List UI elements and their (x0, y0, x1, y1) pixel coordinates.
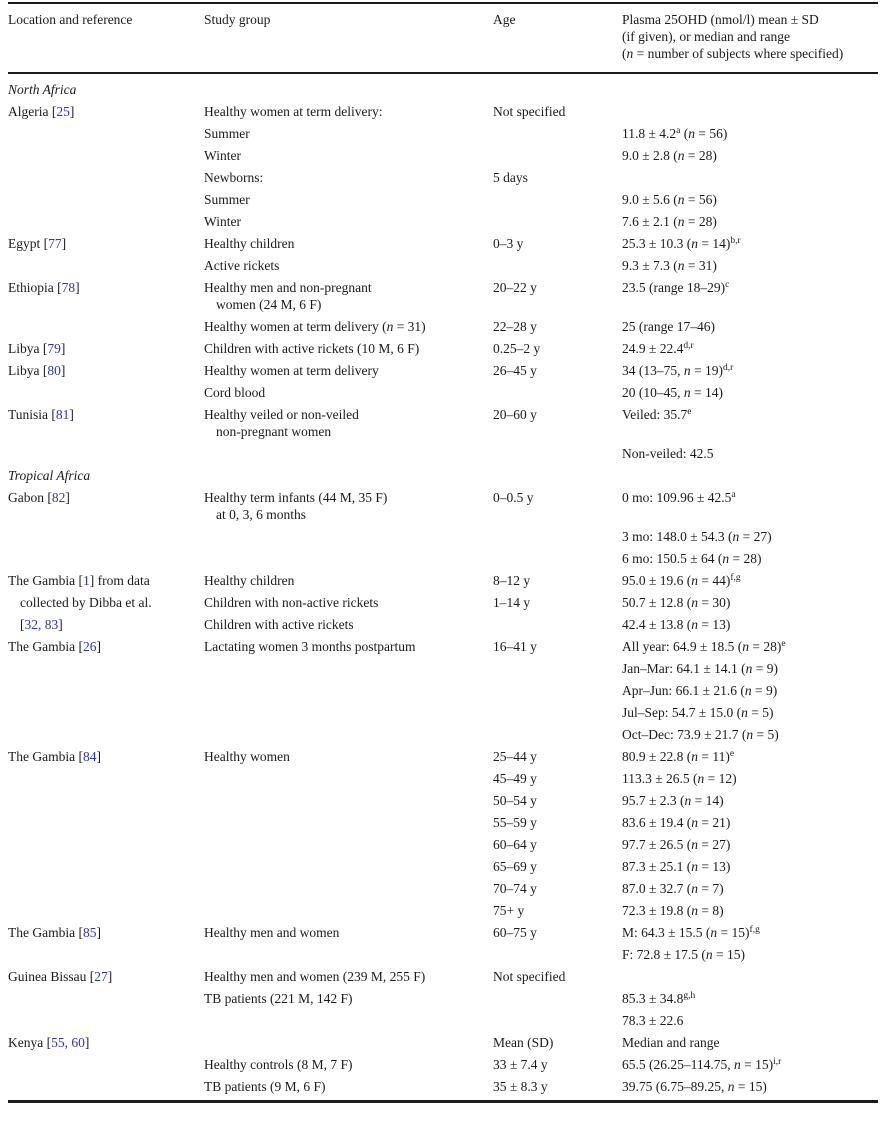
cell-study: Children with non-active rickets (204, 595, 379, 610)
table-row (8, 814, 878, 836)
cell-age: 8–12 y (493, 573, 531, 588)
cell-val: Veiled: 35.7e (622, 407, 692, 422)
cell-age: 60–64 y (493, 837, 537, 852)
cell-val (622, 103, 878, 120)
cell-loc: The Gambia [85] (8, 925, 101, 940)
cell-age (493, 704, 622, 721)
cell-study (204, 770, 493, 787)
cell-val: Apr–Jun: 66.1 ± 21.6 (n = 9) (622, 683, 778, 698)
section-title: Tropical Africa (8, 468, 91, 483)
cell-val: $85.3 \pm 34.8^{g,h}$ (622, 991, 696, 1006)
cell-age (493, 147, 622, 164)
cell-loc (8, 858, 204, 875)
cell-age (493, 384, 622, 401)
cell-loc (8, 726, 204, 743)
cell-age (493, 125, 622, 142)
cell-val: Non-veiled: 42.5 (622, 446, 714, 461)
table-row (8, 406, 878, 445)
cell-study (204, 902, 493, 919)
table-row (8, 1012, 878, 1034)
cell-study: Healthy term infants (44 M, 35 F) at 0, 3, 6 months (204, 490, 388, 522)
citation-ref[interactable]: 32, 83 (24, 617, 59, 632)
citation-ref[interactable]: 79 (47, 341, 61, 356)
cell-age: 16–41 y (493, 639, 537, 654)
cell-study: TB patients (9 M, 6 F) (204, 1079, 326, 1094)
cell-loc (8, 660, 204, 677)
cell-study (204, 814, 493, 831)
cell-study: Healthy men and women (204, 925, 340, 940)
column-header-study-group: Study group (204, 12, 271, 27)
cell-loc (8, 191, 204, 208)
cell-study: Winter (204, 148, 241, 163)
table-row (8, 340, 878, 362)
cell-study: Healthy children (204, 573, 295, 588)
cell-study: Children with active rickets (10 M, 6 F) (204, 341, 420, 356)
cell-age: 75+ y (493, 903, 525, 918)
cell-study: Summer (204, 192, 250, 207)
cell-val: 20 (10–45, n = 14) (622, 385, 723, 400)
cell-age: 20–60 y (493, 407, 537, 422)
table-row (8, 213, 878, 235)
cell-val: 9.0 ± 5.6 (n = 56) (622, 192, 717, 207)
table-row (8, 968, 878, 990)
cell-loc (8, 257, 204, 274)
footnote-marker: c (725, 280, 730, 290)
citation-ref[interactable]: 85 (82, 925, 97, 940)
cell-study (204, 858, 493, 875)
footnote-marker: b,r (730, 236, 741, 246)
cell-val: 34 (13–75, n = 19)$^{d,r}$ (622, 363, 734, 378)
section-title: North Africa (8, 82, 77, 97)
cell-age (493, 726, 622, 743)
cell-val: Jul–Sep: 54.7 ± 15.0 (n = 5) (622, 705, 774, 720)
table-row (8, 682, 878, 704)
cell-loc (8, 125, 204, 142)
table-row (8, 235, 878, 257)
cell-val: 87.0 ± 32.7 (n = 7) (622, 881, 724, 896)
cell-age: 65–69 y (493, 859, 537, 874)
cell-loc: The Gambia [26] (8, 639, 101, 654)
cell-study (204, 660, 493, 677)
cell-loc (8, 990, 204, 1007)
cell-val: 23.5 (range 18–29)$^c$ (622, 280, 730, 295)
cell-study (204, 1012, 493, 1029)
cell-val: $24.9 \pm 22.4^{d,r}$ (622, 341, 694, 356)
cell-age: 0.25–2 y (493, 341, 541, 356)
cell-loc: Libya [80] (8, 363, 66, 378)
cell-study: Children with active rickets (204, 617, 354, 632)
table-row (8, 990, 878, 1012)
cell-study (204, 528, 493, 545)
cell-loc (8, 169, 204, 186)
cell-loc (8, 682, 204, 699)
cell-val: Jan–Mar: 64.1 ± 14.1 (n = 9) (622, 661, 779, 676)
citation-ref[interactable]: 78 (61, 280, 76, 295)
cell-study: Healthy controls (8 M, 7 F) (204, 1057, 353, 1072)
cell-age (493, 660, 622, 677)
cell-loc (8, 445, 204, 462)
plasma-header-line1: Plasma 25OHD (nmol/l) mean ± SD (622, 12, 819, 27)
cell-val: 95.0 ± 19.6 (n = 44)$^{f,g}$ (622, 573, 741, 588)
cell-loc: Libya [79] (8, 341, 66, 356)
cell-study: Healthy men and non-pregnant women (24 M, 6 F) (204, 280, 372, 312)
cell-study: Healthy men and women (239 M, 255 F) (204, 969, 426, 984)
cell-val: 25.3 ± 10.3 (n = 14)$^{b,r}$ (622, 236, 741, 251)
cell-loc: Ethiopia [78] (8, 280, 80, 295)
table-row (8, 1056, 878, 1078)
cell-study: Active rickets (204, 258, 280, 273)
cell-val: 25 (range 17–46) (622, 319, 715, 334)
table-row (8, 748, 878, 770)
cell-val: 65.5 (26.25–114.75, n = 15)$^{i,r}$ (622, 1057, 782, 1072)
cell-study (204, 445, 493, 462)
footnote-marker: a (731, 490, 736, 500)
table-row (8, 792, 878, 814)
citation-ref[interactable]: 27 (94, 969, 108, 984)
cell-val: Oct–Dec: 73.9 ± 21.7 (n = 5) (622, 727, 779, 742)
cell-val: 11.8 ± 4.2$^a$ (n = 56) (622, 126, 728, 141)
cell-age (493, 550, 622, 567)
cell-loc (8, 704, 204, 721)
cell-loc (8, 1056, 204, 1073)
plasma-header-line3: (n = number of subjects where specified) (622, 46, 844, 61)
table-row (8, 384, 878, 406)
cell-age: 0–0.5 y (493, 490, 534, 505)
table-row (8, 445, 878, 467)
footnote-marker: e (687, 407, 692, 417)
cell-age: Not specified (493, 104, 566, 119)
cell-loc (8, 213, 204, 230)
table-body (8, 74, 878, 1100)
cell-loc (8, 528, 204, 545)
table-row (8, 362, 878, 384)
cell-age: 60–75 y (493, 925, 537, 940)
table-row (8, 147, 878, 169)
cell-study (204, 792, 493, 809)
cell-loc (8, 147, 204, 164)
footnote-marker: f,g (730, 573, 741, 583)
cell-study: Newborns: (204, 170, 264, 185)
citation-ref[interactable]: 1 (82, 573, 90, 588)
citation-ref[interactable]: 26 (82, 639, 97, 654)
cell-loc: The Gambia [1] from data (8, 573, 150, 588)
cell-age: 20–22 y (493, 280, 537, 295)
footnote-marker: d,r (683, 341, 694, 351)
cell-val: M: 64.3 ± 15.5 (n = 15)$^{f,g}$ (622, 925, 760, 940)
footnote-marker: e (729, 749, 735, 759)
cell-loc: Kenya [55, 60] (8, 1035, 90, 1050)
cell-loc (8, 550, 204, 567)
cell-val: 113.3 ± 26.5 (n = 12) (622, 771, 737, 786)
table-row (8, 1078, 878, 1100)
cell-study (204, 1034, 493, 1051)
table-row (8, 660, 878, 682)
table-row (8, 318, 878, 340)
cell-age: 1–14 y (493, 595, 531, 610)
table-row (8, 279, 878, 318)
cell-val: 39.75 (6.75–89.25, n = 15) (622, 1079, 767, 1094)
cell-age: 70–74 y (493, 881, 537, 896)
cell-study: Winter (204, 214, 241, 229)
cell-val: 9.3 ± 7.3 (n = 31) (622, 258, 717, 273)
cell-val: 42.4 ± 13.8 (n = 13) (622, 617, 731, 632)
citation-ref[interactable]: 80 (47, 363, 61, 378)
cell-loc (8, 384, 204, 401)
cell-study (204, 682, 493, 699)
cell-study (204, 704, 493, 721)
cell-val: 80.9 ± 22.8 (n = 11)$^e$ (622, 749, 735, 764)
cell-age: 0–3 y (493, 236, 524, 251)
cell-val: 87.3 ± 25.1 (n = 13) (622, 859, 731, 874)
table-row (8, 616, 878, 638)
cell-age (493, 528, 622, 545)
cell-val: 95.7 ± 2.3 (n = 14) (622, 793, 724, 808)
cell-loc: Tunisia [81] (8, 407, 74, 422)
cell-loc: Algeria [25] (8, 104, 75, 119)
citation-ref[interactable]: 25 (56, 104, 70, 119)
cell-val (622, 169, 878, 186)
cell-val: 9.0 ± 2.8 (n = 28) (622, 148, 717, 163)
cell-loc: Gabon [82] (8, 490, 70, 505)
cell-age (493, 257, 622, 274)
footnote-marker: f,g (749, 925, 760, 935)
cell-loc (8, 1078, 204, 1095)
cell-loc (8, 792, 204, 809)
cell-study: Healthy women at term delivery (204, 363, 379, 378)
cell-val: 0 mo: 109.96 ± 42.5$^a$ (622, 490, 736, 505)
cell-age (493, 213, 622, 230)
cell-val: 78.3 ± 22.6 (622, 1013, 684, 1028)
citation-ref[interactable]: 81 (55, 407, 70, 422)
table-row (8, 594, 878, 616)
footnote-marker: e (781, 639, 786, 649)
table-row (8, 489, 878, 528)
footnote-marker: a (676, 126, 681, 136)
table-row (8, 726, 878, 748)
table-row (8, 924, 878, 946)
table-row (8, 528, 878, 550)
footnote-marker: g,h (683, 991, 696, 1001)
cell-val: F: 72.8 ± 17.5 (n = 15) (622, 947, 746, 962)
cell-study (204, 550, 493, 567)
cell-age: 35 ± 8.3 y (493, 1079, 548, 1094)
cell-loc (8, 814, 204, 831)
cell-loc (8, 318, 204, 335)
cell-age (493, 616, 622, 633)
cell-loc (8, 770, 204, 787)
cell-age: 33 ± 7.4 y (493, 1057, 548, 1072)
table-bottom-rule (8, 1100, 878, 1103)
table-row (8, 880, 878, 902)
column-header-age: Age (493, 12, 516, 27)
cell-study: Healthy women at term delivery: (204, 104, 383, 119)
cell-val: 6 mo: 150.5 ± 64 (n = 28) (622, 551, 762, 566)
cell-study: Summer (204, 126, 250, 141)
cell-age (493, 946, 622, 963)
table-row (8, 572, 878, 594)
cell-age: 22–28 y (493, 319, 537, 334)
cell-study (204, 726, 493, 743)
cell-loc: [32, 83] (20, 617, 63, 632)
table-row (8, 1034, 878, 1056)
cell-val: All year: 64.9 ± 18.5 (n = 28)$^e$ (622, 639, 786, 654)
table-row (8, 169, 878, 191)
table-row (8, 638, 878, 660)
cell-age: Mean (SD) (493, 1035, 554, 1050)
cell-age: Not specified (493, 969, 566, 984)
table-row (8, 946, 878, 968)
table-row (8, 103, 878, 125)
cell-age (493, 1012, 622, 1029)
cell-age (493, 682, 622, 699)
cell-val: 50.7 ± 12.8 (n = 30) (622, 595, 731, 610)
cell-study: Healthy children (204, 236, 295, 251)
cell-loc (8, 902, 204, 919)
citation-ref[interactable]: 77 (48, 236, 62, 251)
cell-study: Lactating women 3 months postpartum (204, 639, 416, 654)
cell-loc: Egypt [77] (8, 236, 67, 251)
cell-val: 7.6 ± 2.1 (n = 28) (622, 214, 717, 229)
cell-age: 26–45 y (493, 363, 537, 378)
footnote-marker: i,r (773, 1057, 782, 1067)
citation-ref[interactable]: 55, 60 (51, 1035, 85, 1050)
cell-study (204, 836, 493, 853)
cell-val (622, 968, 878, 985)
cell-val: 97.7 ± 26.5 (n = 27) (622, 837, 731, 852)
cell-loc: collected by Dibba et al. (20, 595, 152, 610)
cell-age (493, 445, 622, 462)
cell-val: Median and range (622, 1035, 720, 1050)
table-row (8, 550, 878, 572)
table-header-row (8, 4, 878, 72)
table-row (8, 858, 878, 880)
table-row (8, 770, 878, 792)
cell-study: TB patients (221 M, 142 F) (204, 991, 353, 1006)
cell-loc (8, 946, 204, 963)
cell-val: 72.3 ± 19.8 (n = 8) (622, 903, 724, 918)
footnote-marker: d,r (722, 363, 734, 373)
cell-study: Cord blood (204, 385, 266, 400)
cell-loc (8, 836, 204, 853)
table-row (8, 836, 878, 858)
plasma-header-line2: (if given), or median and range (622, 29, 790, 44)
cell-val: 83.6 ± 19.4 (n = 21) (622, 815, 731, 830)
table-row (8, 902, 878, 924)
cell-loc: Guinea Bissau [27] (8, 969, 113, 984)
column-header-location: Location and reference (8, 12, 133, 27)
cell-loc: The Gambia [84] (8, 749, 101, 764)
cell-loc (8, 880, 204, 897)
cell-age: 55–59 y (493, 815, 537, 830)
table-row (8, 191, 878, 213)
cell-age: 45–49 y (493, 771, 537, 786)
citation-ref[interactable]: 84 (82, 749, 97, 764)
cell-study: Healthy veiled or non-veiled non-pregnant women (204, 407, 359, 439)
cell-study (204, 946, 493, 963)
cell-study: Healthy women (204, 749, 290, 764)
table-row (8, 125, 878, 147)
citation-ref[interactable]: 82 (51, 490, 66, 505)
cell-age: 25–44 y (493, 749, 537, 764)
table-row (8, 257, 878, 279)
cell-study (204, 880, 493, 897)
cell-age: 5 days (493, 170, 528, 185)
column-header-plasma (622, 11, 878, 62)
cell-age: 50–54 y (493, 793, 537, 808)
cell-study: Healthy women at term delivery (n = 31) (204, 319, 426, 334)
cell-age (493, 990, 622, 1007)
cell-val: 3 mo: 148.0 ± 54.3 (n = 27) (622, 529, 772, 544)
cell-loc (8, 1012, 204, 1029)
cell-age (493, 191, 622, 208)
table-row (8, 704, 878, 726)
